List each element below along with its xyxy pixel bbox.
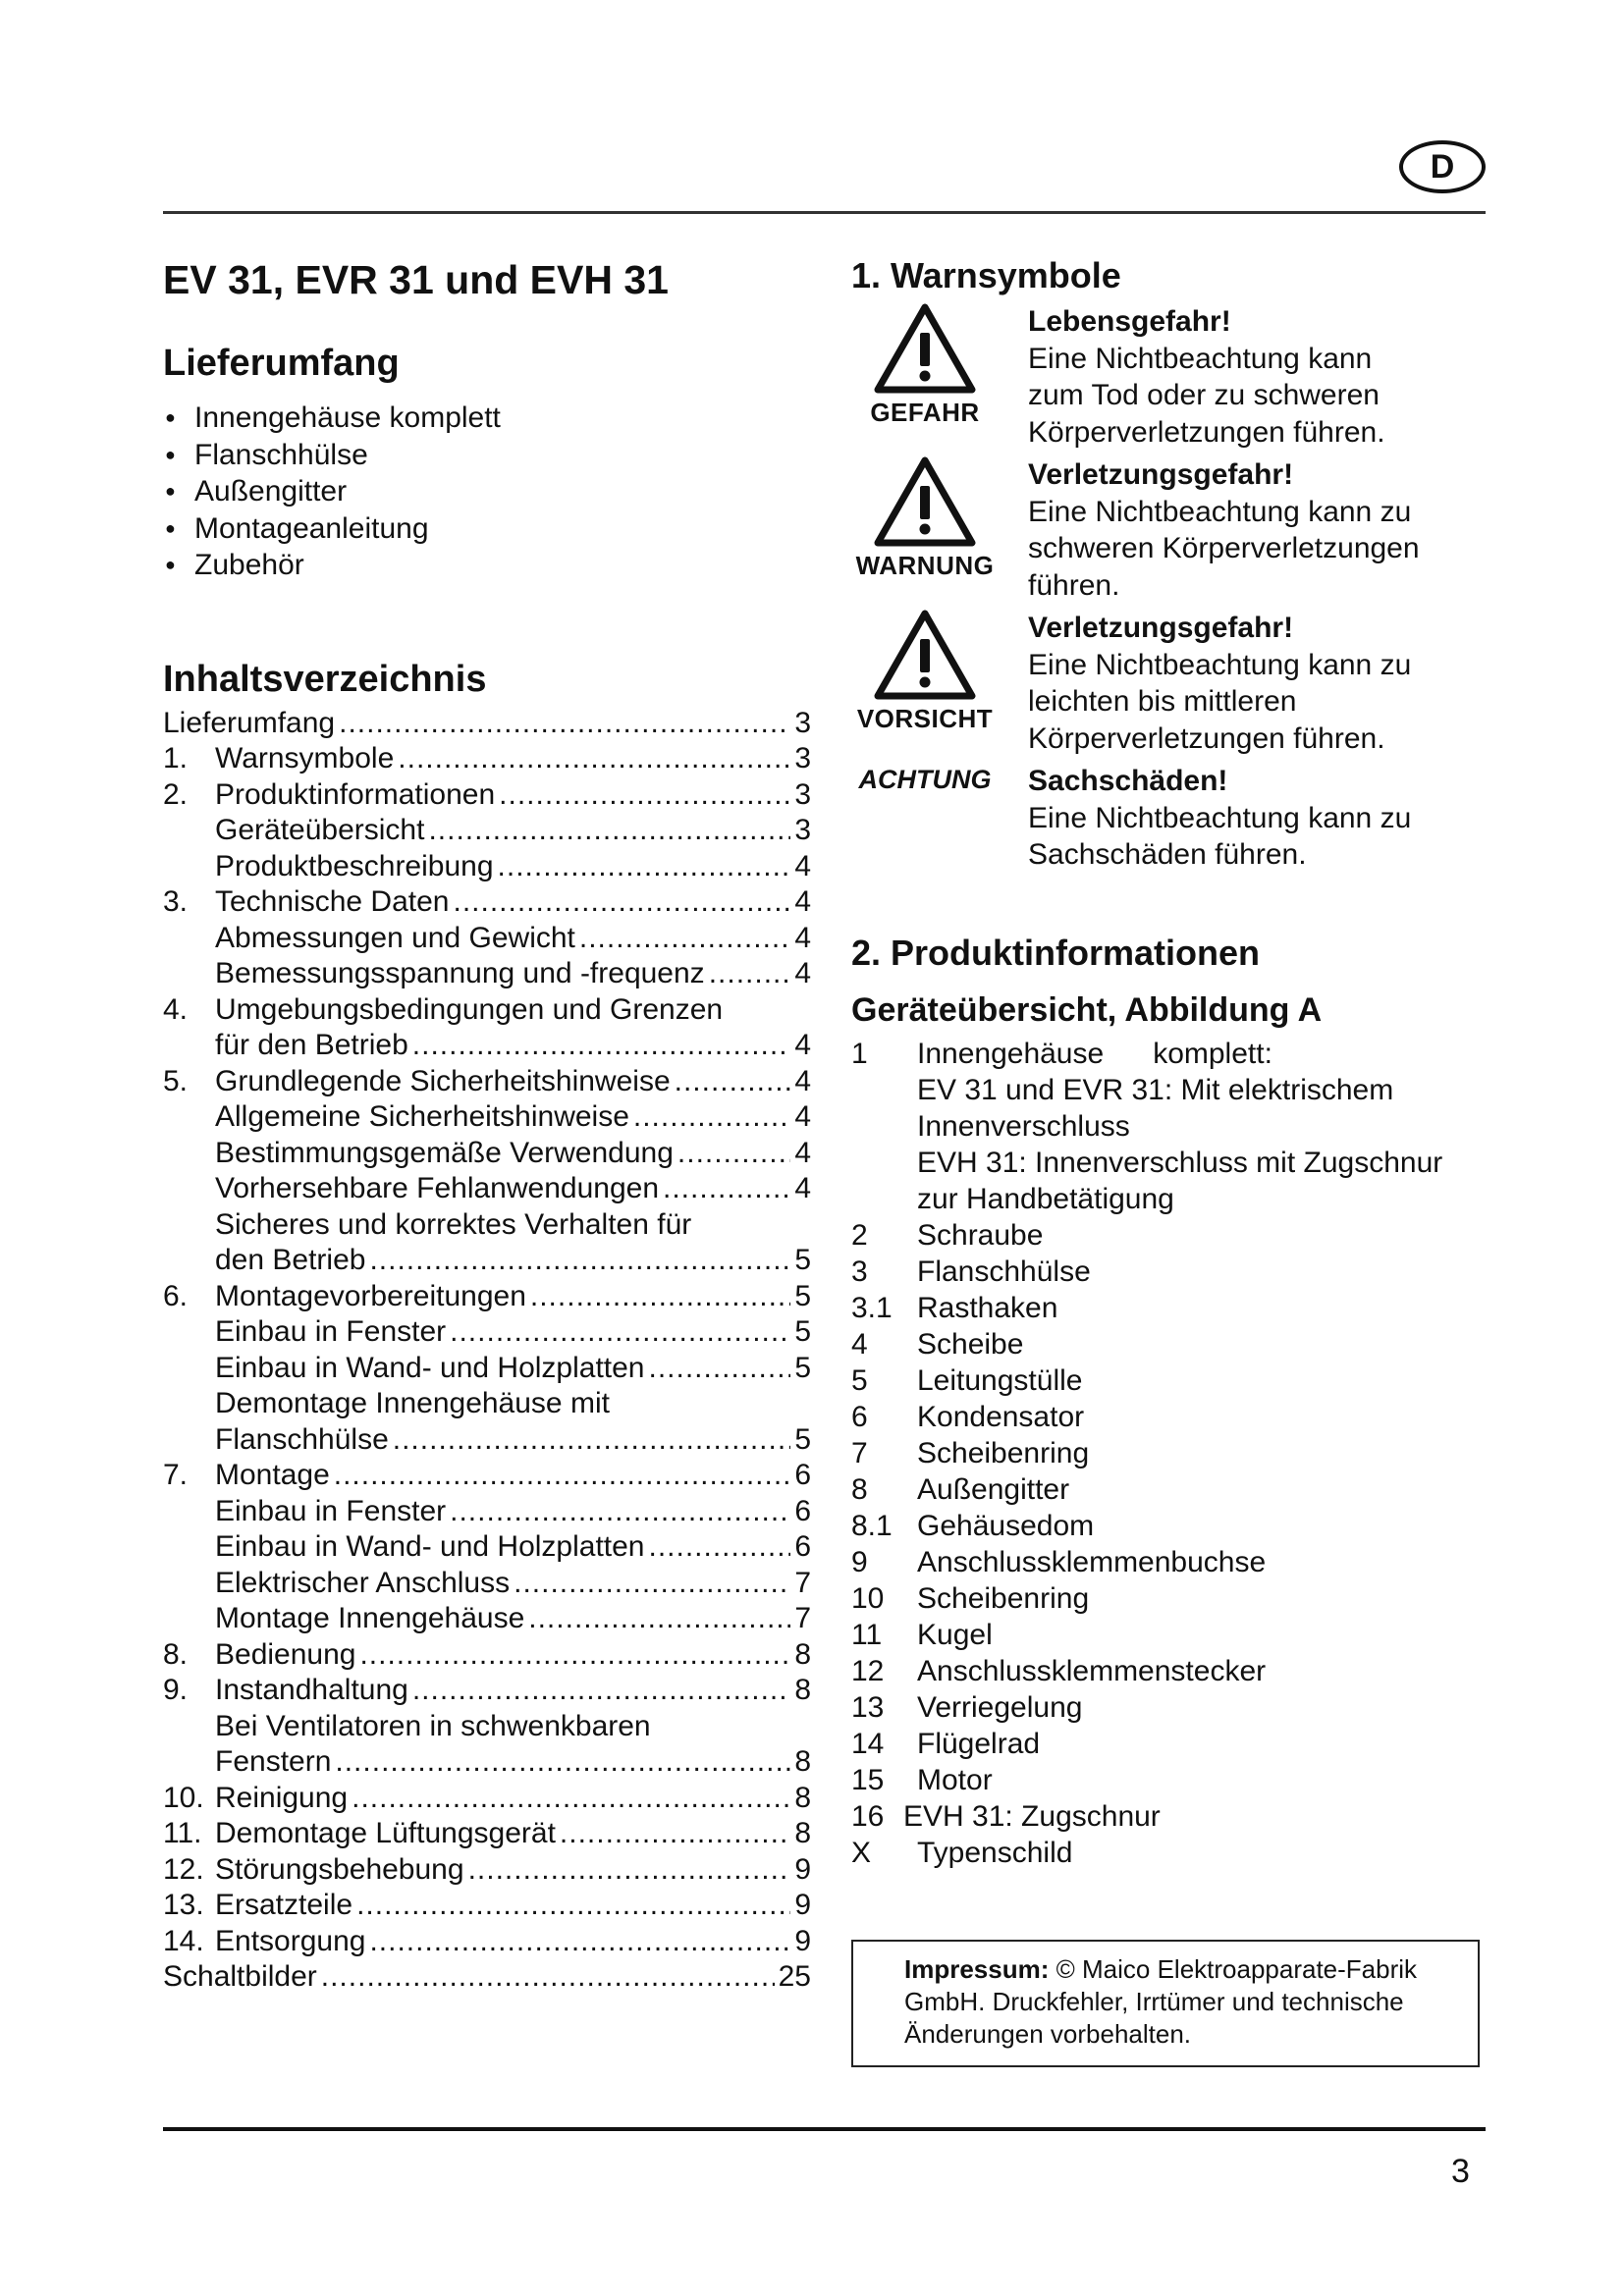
toc-entry [163, 1601, 811, 1637]
toc-entry-number: 5. [163, 1064, 189, 1097]
warning-triangle-icon [851, 303, 999, 394]
toc-entry-number: 14. [163, 1924, 204, 1957]
toc-entry [163, 706, 811, 742]
toc-entry-title: Montage [215, 1459, 330, 1491]
part-number: 11 [851, 1619, 883, 1651]
warning-line: Eine Nichtbeachtung kann [1028, 342, 1373, 375]
toc-entry [163, 1064, 811, 1100]
page-number: 3 [1451, 2153, 1470, 2190]
toc-entry-title: Grundlegende Sicherheitshinweise [215, 1064, 671, 1097]
toc-entry-page: 4 [794, 1064, 811, 1097]
part-number: 9 [851, 1546, 868, 1578]
warning-text [1028, 303, 1489, 451]
part-number: 14 [851, 1728, 885, 1760]
right-column [851, 250, 1489, 1871]
toc-entry-number: 12. [163, 1852, 204, 1886]
part-item [851, 1617, 1489, 1653]
product-info-heading: 2. Produktinformationen [851, 933, 1261, 973]
toc-list [163, 706, 811, 1996]
country-code-badge [1399, 140, 1486, 193]
toc-leader-dots [412, 1673, 790, 1709]
toc-entry-page: 5 [794, 1422, 811, 1456]
toc-entry-title: Produktinformationen [215, 777, 496, 811]
toc-entry-title: Bedienung [215, 1637, 356, 1671]
part-line: Schraube [917, 1219, 1044, 1252]
toc-entry [163, 1852, 811, 1889]
part-line: EVH 31: Zugschnur [903, 1800, 1161, 1833]
toc-entry-page: 6 [794, 1459, 811, 1491]
part-item [851, 1471, 1489, 1508]
toc-entry-title: Elektrischer Anschluss [215, 1566, 511, 1599]
part-line: Innenverschluss [917, 1110, 1130, 1143]
list-item: ● Innengehäuse komplett [163, 400, 811, 437]
toc-entry-title: Instandhaltung [215, 1674, 408, 1706]
toc-leader-dots [450, 1314, 790, 1351]
part-item [851, 1544, 1489, 1580]
part-item [851, 1508, 1489, 1544]
part-line: Flügelrad [917, 1728, 1041, 1760]
toc-leader-dots [334, 1458, 791, 1494]
part-line: zur Handbetätigung [917, 1183, 1174, 1215]
part-number: 7 [851, 1437, 868, 1469]
toc-leader-dots [499, 777, 790, 814]
toc-entry-title: Reinigung [215, 1781, 349, 1814]
part-item [851, 1835, 1489, 1871]
warning-line: Eine Nichtbeachtung kann zu [1028, 495, 1412, 528]
toc-entry-title: Montagevorbereitungen [215, 1279, 526, 1312]
toc-entry-number: 3. [163, 885, 189, 918]
warning-line: zum Tod oder zu schweren [1028, 379, 1380, 411]
part-line: Rasthaken [917, 1292, 1058, 1324]
warning-text [1028, 610, 1489, 757]
toc-entry-page: 9 [794, 1852, 811, 1886]
part-line: Kondensator [917, 1401, 1085, 1433]
warning-title: Lebensgefahr! [1028, 305, 1231, 338]
toc-entry-number: 8. [163, 1637, 189, 1671]
toc-entry-number: 11. [163, 1817, 202, 1849]
toc-entry-title: Flanschhülse [215, 1422, 389, 1456]
toc-entry [163, 1566, 811, 1602]
toc-entry-title: Entsorgung [215, 1924, 366, 1957]
toc-leader-dots [339, 706, 790, 742]
warning-symbol [851, 610, 999, 734]
toc-entry-title: für den Betrieb [215, 1029, 408, 1061]
toc-entry-title: Demontage Lüftungsgerät [215, 1817, 556, 1849]
warning-title-line [1028, 763, 1489, 800]
toc-entry-title: Warnsymbole [215, 742, 395, 774]
part-number: 6 [851, 1401, 868, 1433]
toc-entry-page: 3 [794, 706, 811, 739]
part-item [851, 1580, 1489, 1617]
part-description [917, 1653, 1489, 1689]
toc-entry [163, 1351, 811, 1387]
part-description [917, 1217, 1489, 1254]
toc-entry [163, 1529, 811, 1566]
toc-entry-title: Produktbeschreibung [215, 849, 494, 882]
part-number: 3.1 [851, 1292, 893, 1324]
toc-entry [163, 1279, 811, 1315]
part-description [917, 1726, 1489, 1762]
toc-entry [163, 1314, 811, 1351]
part-item [851, 1362, 1489, 1399]
toc-entry [163, 1816, 811, 1852]
toc-entry-title: Allgemeine Sicherheitshinweise [215, 1100, 629, 1133]
part-item [851, 1217, 1489, 1254]
toc-entry-title: Sicheres und korrektes Verhalten für [215, 1207, 692, 1241]
toc-leader-dots [398, 741, 790, 777]
part-line: EV 31 und EVR 31: Mit elektrischem [917, 1074, 1394, 1106]
toc-leader-dots [498, 849, 791, 885]
toc-leader-dots [530, 1279, 790, 1315]
toc-entry-page: 3 [794, 742, 811, 774]
part-line: Anschlussklemmenstecker [917, 1655, 1267, 1687]
toc-entry-title: Schaltbilder [163, 1960, 317, 1993]
part-description [917, 1290, 1489, 1326]
part-description [917, 1762, 1489, 1798]
toc-entry-title: den Betrieb [215, 1244, 366, 1276]
table-of-contents [163, 653, 811, 1996]
overview-heading: Geräteübersicht, Abbildung A [851, 991, 1323, 1029]
toc-entry-page: 8 [794, 1817, 811, 1849]
warning-triangle-icon [851, 456, 999, 547]
toc-entry-title: Abmessungen und Gewicht [215, 921, 575, 954]
toc-entry [163, 1673, 811, 1709]
toc-entry-title: Bestimmungsgemäße Verwendung [215, 1136, 674, 1169]
warning-text [1028, 456, 1489, 604]
toc-entry-page: 4 [794, 1172, 811, 1204]
part-number: 12 [851, 1655, 885, 1687]
toc-entry [163, 1494, 811, 1530]
toc-entry-page: 5 [794, 1315, 811, 1348]
part-description [917, 1617, 1489, 1653]
part-line: Verriegelung [917, 1691, 1083, 1724]
toc-entry [163, 956, 811, 992]
part-line: Scheibenring [917, 1437, 1090, 1469]
part-item [851, 1653, 1489, 1689]
scope-heading: Lieferumfang [163, 343, 400, 384]
part-item [851, 1254, 1489, 1290]
impressum-line [904, 1953, 1454, 1986]
toc-leader-dots [649, 1529, 791, 1566]
toc-heading: Inhaltsverzeichnis [163, 658, 487, 700]
part-line: EVH 31: Innenverschluss mit Zugschnur [917, 1147, 1443, 1179]
toc-entry-number: 7. [163, 1459, 189, 1491]
toc-entry-title: Ersatzteile [215, 1889, 353, 1921]
warning-block [851, 456, 1489, 610]
toc-leader-dots [369, 1924, 790, 1960]
toc-leader-dots [359, 1637, 790, 1674]
toc-leader-dots [709, 956, 791, 992]
part-item [851, 1435, 1489, 1471]
toc-entry-title: Einbau in Wand- und Holzplatten [215, 1530, 645, 1563]
warning-line: führen. [1028, 568, 1120, 602]
toc-entry-page: 3 [794, 814, 811, 846]
part-item [851, 1689, 1489, 1726]
warning-line: Körperverletzungen führen. [1028, 721, 1385, 755]
warning-label: VORSICHT [856, 704, 994, 733]
toc-entry-title: Einbau in Wand- und Holzplatten [215, 1351, 645, 1384]
part-line: Leitungstülle [917, 1364, 1083, 1397]
document-title: EV 31, EVR 31 und EVH 31 [163, 257, 669, 302]
part-number: 15 [851, 1764, 885, 1796]
part-number: 10 [851, 1582, 885, 1615]
toc-leader-dots [321, 1959, 775, 1996]
warning-line: leichten bis mittleren [1028, 685, 1297, 718]
part-number: X [851, 1837, 872, 1869]
toc-entry-page: 7 [794, 1566, 811, 1599]
warning-title-line [1028, 610, 1489, 647]
toc-leader-dots [633, 1099, 790, 1136]
toc-entry-page: 4 [794, 921, 811, 954]
toc-entry [163, 1888, 811, 1924]
toc-entry-page: 4 [794, 957, 811, 989]
toc-entry-page: 8 [794, 1637, 811, 1671]
toc-entry-number: 9. [163, 1674, 189, 1706]
list-item: ● Zubehör [163, 547, 811, 584]
bottom-rule [163, 2127, 1486, 2131]
toc-entry-page: 4 [794, 1136, 811, 1169]
part-line: Flanschhülse [917, 1255, 1091, 1288]
toc-entry-page: 9 [794, 1924, 811, 1957]
warnings-heading: 1. Warnsymbole [851, 255, 1121, 295]
part-item [851, 1399, 1489, 1435]
toc-entry-number: 13. [163, 1889, 204, 1921]
part-description [917, 1544, 1489, 1580]
toc-entry-title: Bemessungsspannung und -frequenz [215, 957, 705, 989]
part-number: 3 [851, 1255, 868, 1288]
warning-label: ACHTUNG [858, 765, 992, 794]
toc-entry [163, 921, 811, 957]
warnings-list [851, 303, 1489, 871]
toc-entry-page: 8 [794, 1781, 811, 1814]
toc-entry [163, 1171, 811, 1207]
toc-entry [163, 1243, 811, 1279]
toc-entry [163, 1028, 811, 1064]
toc-entry-page: 4 [794, 885, 811, 918]
warning-text [1028, 763, 1489, 874]
toc-entry [163, 1207, 811, 1244]
part-description [917, 1036, 1489, 1217]
toc-entry-title: Montage Innengehäuse [215, 1602, 525, 1634]
toc-leader-dots [514, 1566, 790, 1602]
toc-leader-dots [579, 921, 790, 957]
toc-leader-dots [528, 1601, 790, 1637]
impressum-box [851, 1940, 1480, 2067]
warning-label: WARNUNG [855, 551, 995, 580]
part-description [917, 1580, 1489, 1617]
part-description [917, 1254, 1489, 1290]
toc-entry-page: 7 [794, 1602, 811, 1634]
warning-line: Eine Nichtbeachtung kann zu [1028, 801, 1412, 834]
toc-entry [163, 1136, 811, 1172]
toc-entry [163, 1709, 811, 1745]
part-line: Kugel [917, 1619, 993, 1651]
toc-entry [163, 741, 811, 777]
toc-entry-title: Lieferumfang [163, 706, 336, 739]
impressum-label: Impressum: [904, 1954, 1050, 1984]
toc-entry-title: Einbau in Fenster [215, 1494, 447, 1527]
part-line: Motor [917, 1764, 993, 1796]
warning-symbol [851, 303, 999, 428]
toc-entry [163, 884, 811, 921]
toc-entry-number: 10. [163, 1781, 204, 1814]
part-item [851, 1726, 1489, 1762]
part-description [917, 1689, 1489, 1726]
part-number: 2 [851, 1219, 868, 1252]
toc-leader-dots [393, 1422, 791, 1459]
toc-entry-page: 4 [794, 1029, 811, 1061]
toc-leader-dots [453, 884, 790, 921]
left-column [163, 250, 811, 1996]
part-line: Scheibenring [917, 1582, 1090, 1615]
toc-leader-dots [675, 1064, 791, 1100]
toc-entry [163, 1422, 811, 1459]
toc-entry-number: 1. [163, 742, 189, 774]
warning-triangle-icon [851, 610, 999, 700]
part-description [903, 1798, 1489, 1835]
toc-entry-page: 6 [794, 1530, 811, 1563]
part-number: 13 [851, 1691, 885, 1724]
warning-block [851, 610, 1489, 763]
scope-list [163, 400, 811, 584]
part-line: Scheibe [917, 1328, 1024, 1361]
toc-entry-page: 6 [794, 1494, 811, 1527]
part-line: Innengehäuse komplett: [917, 1038, 1272, 1070]
warning-symbol [851, 456, 999, 581]
part-description [917, 1362, 1489, 1399]
toc-entry-title: Technische Daten [215, 885, 450, 918]
toc-entry-number: 6. [163, 1279, 189, 1312]
warning-block [851, 763, 1489, 871]
part-number: 16 [851, 1800, 885, 1833]
warning-line: Körperverletzungen führen. [1028, 415, 1385, 449]
list-item: ● Montageanleitung [163, 510, 811, 548]
toc-leader-dots [649, 1351, 791, 1387]
toc-entry-page: 9 [794, 1889, 811, 1921]
part-description [917, 1326, 1489, 1362]
part-number: 4 [851, 1328, 868, 1361]
toc-entry-title: Bei Ventilatoren in schwenkbaren [215, 1709, 651, 1742]
part-item [851, 1290, 1489, 1326]
part-item [851, 1036, 1489, 1217]
toc-entry [163, 1458, 811, 1494]
toc-entry-title: Umgebungsbedingungen und Grenzen [215, 992, 724, 1026]
toc-entry [163, 1924, 811, 1960]
toc-entry-title: Vorhersehbare Fehlanwendungen [215, 1172, 660, 1204]
toc-leader-dots [428, 813, 790, 849]
part-number: 8.1 [851, 1510, 893, 1542]
toc-entry [163, 1744, 811, 1781]
toc-entry-title: Geräteübersicht [215, 814, 425, 846]
toc-entry-page: 5 [794, 1351, 811, 1384]
part-description [917, 1399, 1489, 1435]
toc-leader-dots [560, 1816, 790, 1852]
part-item [851, 1762, 1489, 1798]
part-line: Anschlussklemmenbuchse [917, 1546, 1267, 1578]
part-item [851, 1798, 1489, 1835]
toc-leader-dots [450, 1494, 790, 1530]
warning-label: GEFAHR [870, 398, 980, 427]
part-number: 5 [851, 1364, 868, 1397]
toc-entry-title: Einbau in Fenster [215, 1315, 447, 1348]
toc-entry [163, 1959, 811, 1996]
warning-line: Eine Nichtbeachtung kann zu [1028, 648, 1412, 681]
toc-entry-title: Störungsbehebung [215, 1852, 464, 1886]
warning-title: Verletzungsgefahr! [1028, 458, 1294, 491]
part-line: Typenschild [917, 1837, 1073, 1869]
toc-entry-page: 4 [794, 1100, 811, 1133]
part-number: 1 [851, 1038, 868, 1070]
toc-entry [163, 777, 811, 814]
toc-leader-dots [412, 1028, 791, 1064]
list-item: ● Flanschhülse [163, 437, 811, 474]
warning-title-line [1028, 456, 1489, 494]
part-line: Gehäusedom [917, 1510, 1095, 1542]
toc-entry-number: 4. [163, 992, 189, 1026]
impressum-line: GmbH. Druckfehler, Irrtümer und technische [904, 1987, 1404, 2016]
toc-entry-page: 4 [794, 849, 811, 882]
warning-line: Sachschäden führen. [1028, 838, 1307, 871]
toc-entry-page: 8 [794, 1674, 811, 1706]
toc-entry [163, 1386, 811, 1422]
toc-entry-page: 3 [794, 777, 811, 811]
part-item [851, 1326, 1489, 1362]
impressum-line: Änderungen vorbehalten. [904, 2019, 1192, 2049]
part-description [917, 1508, 1489, 1544]
toc-leader-dots [663, 1171, 790, 1207]
toc-leader-dots [335, 1744, 790, 1781]
part-description [917, 1435, 1489, 1471]
warning-title-line [1028, 303, 1489, 341]
toc-entry [163, 1781, 811, 1817]
toc-entry [163, 849, 811, 885]
warning-block [851, 303, 1489, 456]
toc-entry-number: 2. [163, 777, 189, 811]
warning-title: Verletzungsgefahr! [1028, 612, 1294, 644]
list-item: ● Außengitter [163, 473, 811, 510]
toc-entry-page: 5 [794, 1244, 811, 1276]
toc-leader-dots [369, 1243, 790, 1279]
part-line: Außengitter [917, 1473, 1070, 1506]
toc-leader-dots [677, 1136, 790, 1172]
top-rule [163, 211, 1486, 214]
warning-line: schweren Körperverletzungen [1028, 532, 1420, 564]
part-description [917, 1471, 1489, 1508]
part-number: 8 [851, 1473, 868, 1506]
toc-entry [163, 813, 811, 849]
toc-leader-dots [356, 1888, 790, 1924]
country-code: D [1430, 147, 1455, 186]
toc-entry [163, 1099, 811, 1136]
toc-entry-page: 8 [794, 1745, 811, 1778]
part-description [917, 1835, 1489, 1871]
toc-entry-page: 5 [794, 1279, 811, 1312]
toc-entry [163, 992, 811, 1029]
impressum-text: © Maico Elektroapparate-Fabrik [1056, 1954, 1418, 1984]
toc-entry-title: Fenstern [215, 1745, 332, 1778]
toc-entry [163, 1637, 811, 1674]
toc-leader-dots [468, 1852, 791, 1889]
toc-entry-page: 25 [778, 1960, 811, 1993]
warning-title: Sachschäden! [1028, 765, 1228, 797]
toc-entry-title: Demontage Innengehäuse mit [215, 1387, 610, 1419]
parts-list [851, 1036, 1489, 1871]
toc-leader-dots [352, 1781, 790, 1817]
